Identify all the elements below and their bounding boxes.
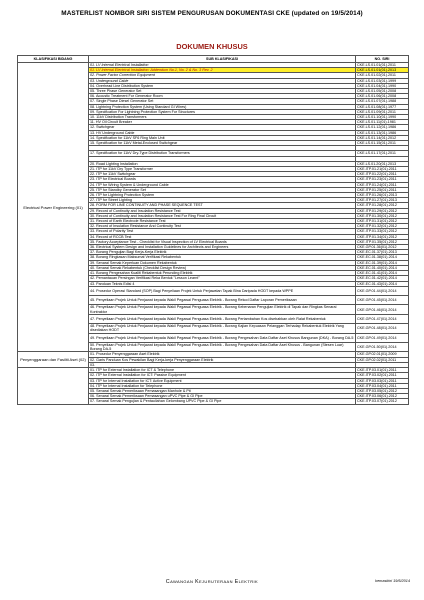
- document-title-cell: 45. Penyeliaan Projek Untuk Penjawat kepada Wakil Pegawai Penguasa Elektrik - Borang Rekod Daftar Laporan Pemeriksaan: [89, 296, 356, 305]
- document-title-cell: 31. Record of Earth Electrode Resistance Test: [89, 219, 356, 224]
- document-title-cell: 02. Garis Panduan Kos Pewakilan Bagi Kerja-kerja Penyenggaraan Elektrik: [89, 357, 356, 362]
- serial-number-cell: CKE.LS.01.03(01).1999: [356, 78, 409, 83]
- section-title: DOKUMEN KHUSUS: [176, 42, 248, 51]
- header-number: NO. SIRI: [356, 56, 409, 63]
- document-title-cell: 04. ITP for Internal Installation for Telephone: [89, 383, 356, 388]
- document-title-cell: 38. Borang Ringkasan Maksumat Verifikasi Rekabentuk: [89, 255, 356, 260]
- document-title-cell: 03.: [89, 362, 356, 367]
- document-title-cell: 06. Senarai Semak Pemeriksaan Pemasangan uPVC Pipe & GI Pipe: [89, 394, 356, 399]
- document-title-cell: 05. Three Phase Generator Set: [89, 89, 356, 94]
- serial-number-cell: CKE.GP.01.44(01).2014: [356, 286, 409, 295]
- serial-number-cell: CKE.ITP.01.23(01).2011: [356, 177, 409, 182]
- serial-number-cell: CKE.GP.01.36(01).2012: [356, 245, 409, 250]
- document-title-cell: 01. LV Internal Electrical Installation: [89, 63, 356, 68]
- footer-date: kemaskini 19/5/2014: [375, 579, 410, 583]
- serial-number-cell: CKE.LS.01.07(01).1988: [356, 99, 409, 104]
- serial-number-cell: CKE.ITP.01.32(01).2012: [356, 224, 409, 229]
- document-title-cell: 50. Penyeliaan Projek Untuk Penjawat kepada Wakil Pegawai Penguasa Elektrik - Borang Pengesahan Data Daftar Aset Khusus - Bangunan (Stesen Luar) Borang DA-5: [89, 343, 356, 352]
- serial-number-cell: CKE.ITP.03.07(01).2012: [356, 399, 409, 404]
- document-title-cell: 03. ITP for Internal Installation for ICT: Active Equipment: [89, 378, 356, 383]
- document-title-cell: 22. ITP for 11kV Switchgear: [89, 172, 356, 177]
- document-title-cell: 15. Specification for 11kV Metal-Enclosed Switchgear: [89, 141, 356, 146]
- table-body: [18, 63, 409, 405]
- serial-number-cell: CKE.GP.01.48(01).2014: [356, 324, 409, 333]
- document-title-cell: 07. Single Phase Diesel Generator Set: [89, 99, 356, 104]
- serial-number-cell: CKE.LS.01.05(01).2008: [356, 89, 409, 94]
- document-title-cell: 46. Penyeliaan Projek Untuk Penjawat kepada Wakil Pegawai Penguasa Elektrik - Borang Kebenaran Pengujian Elektrik di Tapak dan Ringkas Senarai Kontraktor: [89, 305, 356, 314]
- serial-number-cell: CKE.LS.01.12(01).1986: [356, 125, 409, 130]
- serial-number-cell: CKE.ITP.01.29(01).2012: [356, 208, 409, 213]
- serial-number-cell: CKE.EC.01.38(01).2014: [356, 255, 409, 260]
- document-title-cell: 20. Road Lighting Installation: [89, 161, 356, 166]
- document-title-cell: 02. ITP for External Installation for ICT: Passive Equipment: [89, 373, 356, 378]
- document-title-cell: 03. Underground Cable: [89, 78, 356, 83]
- serial-number-cell: CKE.ITP.01.22(01).2011: [356, 172, 409, 177]
- serial-number-cell: CKE.GP.02.01(01).2009: [356, 352, 409, 357]
- document-title-cell: 44. Prosedur Operasi Standard (SOP) Bagi Penyeliaan Projek Untuk Perjawatan Tapak Bina Daripada HODT kepada WPPE: [89, 286, 356, 295]
- document-title-cell: 27. ITP for Street Lighting: [89, 198, 356, 203]
- document-title-cell: 23. ITP for Electrical Boards: [89, 177, 356, 182]
- serial-number-cell: CKE.EC.01.40(01).2014: [356, 265, 409, 270]
- document-title-cell: 08. Lightning Protection System (Using Standard GI Wires): [89, 104, 356, 109]
- document-title-cell: 41. Borang Pengesahan Kualiti Rekabentuk Perunding Elektrik: [89, 271, 356, 276]
- serial-number-cell: CKE.LS.01.10(01).1990: [356, 115, 409, 120]
- serial-number-cell: CKE.ITP.03.01(01).2011: [356, 368, 409, 373]
- serial-number-cell: CKE.ITP.01.25(01).2011: [356, 187, 409, 192]
- document-title-cell: 21. ITP for 11kV Dry Type Transformer: [89, 167, 356, 172]
- document-title-cell: 28. FORM FOR LINE CONTINUITY AND PHASE SEQUENCE TEST: [89, 203, 356, 208]
- document-title-cell: 36. Electrical System Design and Installation Guidelines for Architects and Engineers: [89, 245, 356, 250]
- serial-number-cell: CKE.LS.01.01(01).2013: [356, 68, 409, 73]
- document-title-cell: 34. Record of RCCB Test: [89, 234, 356, 239]
- serial-number-cell: CKE.LS.01.06(01).2008: [356, 94, 409, 99]
- serial-number-cell: CKE.LS.01.13(01).1986: [356, 130, 409, 135]
- serial-number-cell: CKE.LS.01.09(01).2011: [356, 109, 409, 114]
- serial-number-cell: CKE.ITP.01.24(01).2011: [356, 182, 409, 187]
- serial-number-cell: CKE.EC.01.41(01).2014: [356, 271, 409, 276]
- document-title-cell: 06. Acoustic Treatment For Generator Room: [89, 94, 356, 99]
- document-title-cell: 05. Senarai Semak Pemeriksaan Pemasangan Manhole & Pit: [89, 388, 356, 393]
- document-title-cell: 10. 11kV Distribution Transformers: [89, 115, 356, 120]
- serial-number-cell: CKE.LS.01.15(01).2011: [356, 141, 409, 146]
- serial-number-cell: CKE.EC.01.39(01).2014: [356, 260, 409, 265]
- serial-number-cell: CKE.ITP.03.04(01).2011: [356, 383, 409, 388]
- serial-number-cell: CKE.LS.01.08(01).1977: [356, 104, 409, 109]
- page-footer: Cawangan Kejuruteraan Elektrik: [165, 579, 259, 585]
- serial-number-cell: CKE.GP.01.45(01).2014: [356, 296, 409, 305]
- document-title-cell: 25. ITP for Standby Generator Set: [89, 187, 356, 192]
- document-title-cell: 26. ITP for Lightning Protection System: [89, 193, 356, 198]
- document-title-cell: 40. Senarai Semak Rekabentuk (Checklist Design Review): [89, 265, 356, 270]
- document-title-cell: 11. HV Oil Circuit Breaker: [89, 120, 356, 125]
- serial-number-cell: CKE.ITP.03.05(01).2012: [356, 388, 409, 393]
- serial-number-cell: CKE.ITP.01.26(01).2013: [356, 193, 409, 198]
- document-title-cell: 02. Power Factor Correction Equipment: [89, 73, 356, 78]
- serial-number-cell: CKE.GP.01.46(01).2014: [356, 305, 409, 314]
- document-title-cell: 29. Record of Continuity and Insulation Resistance Test: [89, 208, 356, 213]
- serial-number-cell: CKE.ITP.01.35(01).2012: [356, 239, 409, 244]
- category-cell: Electrical Power Engineering (01): [18, 63, 89, 352]
- serial-number-cell: CKE.LS.01.02(01).2011: [356, 73, 409, 78]
- document-title-cell: 43. Panduan Teknis Edisi 4: [89, 281, 356, 286]
- serial-number-cell: CKE.ITP.01.30(01).2012: [356, 213, 409, 218]
- serial-number-cell: CKE.ITP.01.34(01).2012: [356, 234, 409, 239]
- serial-number-cell: CKE.LS.01.20(01).2013: [356, 161, 409, 166]
- masterlist-table: [17, 55, 409, 405]
- document-title-cell: 04. Overhead Line Distribution System: [89, 83, 356, 88]
- document-title-cell: 47. Penyeliaan Projek Untuk Penjawat kepada Wakil Pegawai Penguasa Elektrik - Borang Pertambahan Kos disebabkan oleh Ralat Rekabentuk: [89, 314, 356, 323]
- serial-number-cell: CKE.ITP.01.27(01).2013: [356, 198, 409, 203]
- header-category: KLASIFIKASI BIDANG: [18, 56, 89, 63]
- serial-number-cell: CKE.LS.01.01(01).2011: [356, 63, 409, 68]
- document-title-cell: 13. HV Underground Cable: [89, 130, 356, 135]
- document-title-cell: 32. Record of Insulation Resistance And Continuity Test: [89, 224, 356, 229]
- serial-number-cell: CKE.ITP.03.02(01).2011: [356, 373, 409, 378]
- serial-number-cell: CKE.ITP.03.06(01).2012: [356, 394, 409, 399]
- serial-number-cell: CKE.GP.01.49(01).2014: [356, 333, 409, 342]
- document-title-cell: 35. Factory Acceptance Test - Checklist for Visual Inspection of LV Electrical Boards: [89, 239, 356, 244]
- serial-number-cell: CKE.EC.01.42(01).2014: [356, 276, 409, 281]
- category-cell: [18, 368, 89, 404]
- document-title-cell: 24. ITP for Wiring System & Underground Cable: [89, 182, 356, 187]
- serial-number-cell: CKE.EC.01.43(01).2014: [356, 281, 409, 286]
- serial-number-cell: CKE.ITP.01.21(01).2011: [356, 167, 409, 172]
- document-title-cell: 01. LV Internal Electrical Installation: Addendum No.1, No. 2 & No. 3 Rev. 2: [89, 68, 356, 73]
- serial-number-cell: CKE.LS.01.04(01).1990: [356, 83, 409, 88]
- table-header-row: [18, 56, 409, 63]
- serial-number-cell: CKE.GP.01.47(01).2014: [356, 314, 409, 323]
- document-title-cell: 17. Specification for 11kV Dry-Type Distribution Transformers: [89, 151, 356, 156]
- serial-number-cell: CKE.GP.02.02(01).2011: [356, 357, 409, 362]
- document-title-cell: 42. Pemantauan Persingan Verifikasi Reka Bentuk "Lesson Learnt": [89, 276, 356, 281]
- document-title-cell: 48. Penyeliaan Projek Untuk Penjawat kepada Wakil Pegawai Penguasa Elektrik - Borang Kajian Kepuasan Pelanggan Terhadap Rekabentuk Elektrik Yang disediakan HODT: [89, 324, 356, 333]
- serial-number-cell: CKE.LS.01.11(01).1981: [356, 120, 409, 125]
- document-title-cell: 07. Senarai Semak Pengujian & Pentauliahan Gelombang UPVC Pipe & GI Pipe: [89, 399, 356, 404]
- serial-number-cell: CKE.LS.01.14(01).2012: [356, 135, 409, 140]
- header-description: SUB KLASIFIKASI: [89, 56, 356, 63]
- page-title: MASTERLIST NOMBOR SIRI SISTEM PENGURUSAN DOKUMENTASI CKE (updated on 19/5/2014): [61, 10, 363, 17]
- serial-number-cell: CKE.GP.01.50(01).2014: [356, 343, 409, 352]
- serial-number-cell: CKE.ITP.01.28(01).2012: [356, 203, 409, 208]
- document-title-cell: 01. ITP for External Installation for ICT & Telephone: [89, 368, 356, 373]
- document-title-cell: 33. Record of Polarity Test: [89, 229, 356, 234]
- serial-number-cell: CKE.LS.01.17(01).2011: [356, 151, 409, 156]
- document-title-cell: 37. Borang Pengujian Bagi Kerja-Kerja Elektrik: [89, 250, 356, 255]
- document-title-cell: 30. Record of Continuity and Insulation Resistance Test For Ring Final Circuit: [89, 213, 356, 218]
- serial-number-cell: CKE.ITP.01.31(01).2012: [356, 219, 409, 224]
- serial-number-cell: CKE.EC.01.37(01).2013: [356, 250, 409, 255]
- document-title-cell: 01. Prosedur Penyenggaraan Aset Elektrik: [89, 352, 356, 357]
- document-title-cell: 12. Switchgear: [89, 125, 356, 130]
- document-title-cell: 09. Specification For Lightning Protection System For Structures: [89, 109, 356, 114]
- serial-number-cell: CKE.ITP.03.03(01).2011: [356, 378, 409, 383]
- document-title-cell: 49. Penyeliaan Projek Untuk Penjawat kepada Wakil Pegawai Penguasa Elektrik - Borang Pengesahan Data Daftar Aset Khusus Bangunan (DKA) - Borang DA-5: [89, 333, 356, 342]
- category-cell: Penyenggaraan dan Fasiliti Aset (02): [18, 352, 89, 368]
- serial-number-cell: CKE.ITP.01.33(01).2012: [356, 229, 409, 234]
- document-title-cell: 39. Senarai Semak Keperluan Dokumen Rekabentuk: [89, 260, 356, 265]
- document-title-cell: 14. Specification for 11kV SF6 Ring Main Unit: [89, 135, 356, 140]
